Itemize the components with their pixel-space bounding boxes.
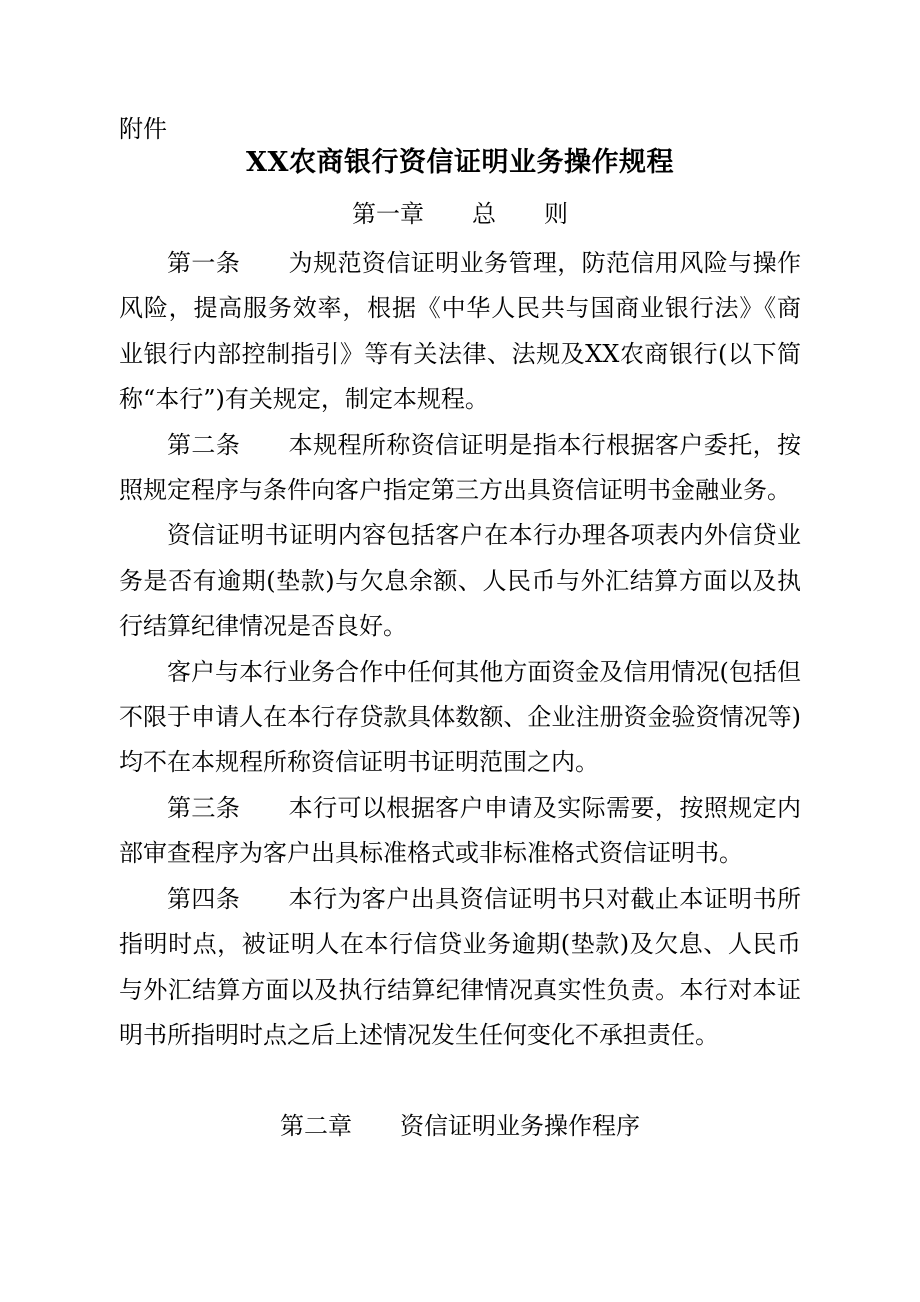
paragraph-scope: 资信证明书证明内容包括客户在本行办理各项表内外信贷业务是否有逾期(垫款)与欠息余额、人民币与外汇结算方面以及执行结算纪律情况是否良好。 — [119, 521, 801, 641]
chapter-one-number: 第一章 — [352, 200, 424, 228]
article-2-text: 本规程所称资信证明是指本行根据客户委托，按照规定程序与条件向客户指定第三方出具资信证明书金融业务。 — [119, 430, 801, 505]
article-4-label: 第四条 — [167, 884, 241, 913]
article-4-text: 本行为客户出具资信证明书只对截止本证明书所指明时点，被证明人在本行信贷业务逾期(垫款)及欠息、人民币与外汇结算方面以及执行结算纪律情况真实性负责。本行对本证明书所指明时点之后上述情况发生任何变化不承担责任。 — [119, 884, 801, 1049]
article-1 — [119, 241, 801, 423]
paragraph-exclusion: 客户与本行业务合作中任何其他方面资金及信用情况(包括但不限于申请人在本行存贷款具体数额、企业注册资金验资情况等)均不在本规程所称资信证明书证明范围之内。 — [119, 657, 801, 777]
article-1-text: 为规范资信证明业务管理，防范信用风险与操作风险，提高服务效率，根据《中华人民共与国商业银行法》《商业银行内部控制指引》等有关法律、法规及XX农商银行(以下简称“本行”)有关规定，制定本规程。 — [119, 249, 801, 414]
chapter-two-heading — [0, 1109, 920, 1143]
chapter-one-heading — [0, 197, 920, 231]
article-2-label: 第二条 — [167, 430, 241, 459]
attachment-label: 附件 — [119, 115, 167, 143]
document-title: XX农商银行资信证明业务操作规程 — [246, 147, 674, 178]
chapter-two-name: 资信证明业务操作程序 — [400, 1112, 640, 1140]
chapter-two-number: 第二章 — [280, 1112, 352, 1140]
article-1-label: 第一条 — [167, 249, 241, 277]
document-body — [119, 241, 801, 1058]
article-4 — [119, 877, 801, 1059]
article-2 — [119, 423, 801, 514]
chapter-one-name-part2: 则 — [544, 200, 568, 228]
chapter-one-name-part1: 总 — [472, 200, 496, 228]
article-3-label: 第三条 — [167, 793, 241, 822]
article-3-text: 本行可以根据客户申请及实际需要，按照规定内部审查程序为客户出具标准格式或非标准格式资信证明书。 — [119, 793, 801, 868]
article-3 — [119, 786, 801, 877]
